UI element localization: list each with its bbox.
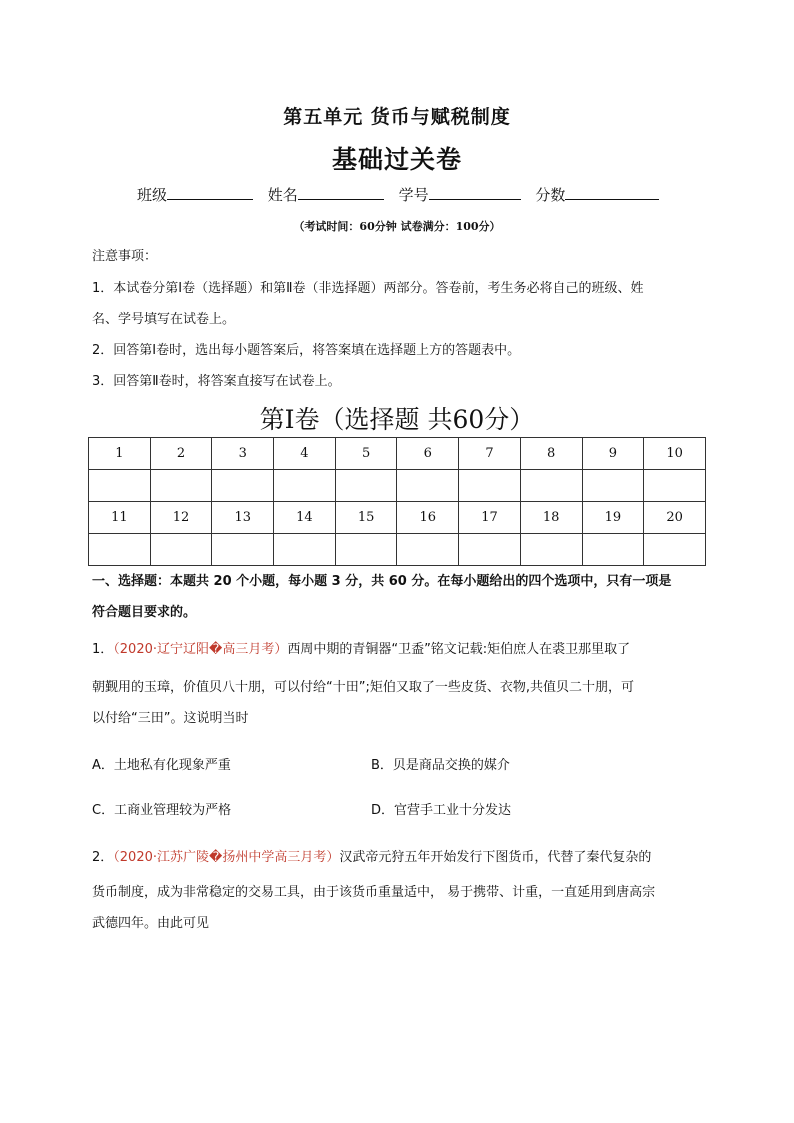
section-heading: 第Ⅰ卷（选择题 共60分） [259,405,535,434]
answer-number-cell: 9 [582,438,644,470]
answer-cell[interactable] [335,470,397,502]
answer-cell[interactable] [520,470,582,502]
answer-cell[interactable] [89,534,151,566]
exam-info: （考试时间：60分钟 试卷满分：100分） [293,220,501,233]
option-a[interactable]: A．土地私有化现象严重 [92,758,231,773]
answer-blank-row [89,534,706,566]
answer-number-cell: 4 [274,438,336,470]
question-1-line-1 [92,641,630,659]
option-b[interactable]: B．贝是商品交换的媒介 [371,758,510,773]
unit-title: 第五单元 货币与赋税制度 [283,106,511,128]
student-id-label: 学号 [398,186,429,204]
answer-number-cell: 19 [582,502,644,534]
answer-number-cell: 5 [335,438,397,470]
answer-table [88,437,706,566]
name-label: 姓名 [267,186,298,204]
option-c[interactable]: C．工商业管理较为严格 [92,803,232,818]
question-stem: 汉武帝元狩五年开始发行下图货币，代替了秦代复杂的 [339,850,652,865]
section-instruction-line-2: 符合题目要求的。 [92,605,197,620]
question-number: 2． [92,850,114,865]
answer-number-cell: 18 [520,502,582,534]
note-line-3: 2．回答第Ⅰ卷时，选出每小题答案后，将答案填在选择题上方的答题表中。 [92,343,521,358]
answer-number-row [89,502,706,534]
answer-cell[interactable] [274,534,336,566]
answer-cell[interactable] [150,534,212,566]
section-instruction-line-1: 一、选择题：本题共 20 个小题，每小题 3 分，共 60 分。在每小题给出的四个选项中，只有一项是 [92,574,672,589]
answer-blank-row [89,470,706,502]
student-id-blank[interactable] [429,184,521,200]
answer-cell[interactable] [644,470,706,502]
question-source: （2020·江苏广陵�扬州中学高三月考） [113,850,340,865]
answer-number-cell: 8 [520,438,582,470]
answer-number-cell: 1 [89,438,151,470]
paper-title: 基础过关卷 [331,145,462,174]
note-line-1: 1．本试卷分第Ⅰ卷（选择题）和第Ⅱ卷（非选择题）两部分。答卷前，考生务必将自己的班级、姓 [92,281,644,296]
note-line-4: 3．回答第Ⅱ卷时，将答案直接写在试卷上。 [92,374,341,389]
answer-cell[interactable] [644,534,706,566]
answer-cell[interactable] [89,470,151,502]
answer-cell[interactable] [150,470,212,502]
score-blank[interactable] [565,184,659,200]
score-label: 分数 [535,186,566,204]
answer-number-cell: 13 [212,502,274,534]
question-stem: 西周中期的青铜器“卫盉”铭文记载:矩伯庶人在裘卫那里取了 [287,642,631,657]
class-blank[interactable] [167,184,253,200]
student-info-fields [137,184,669,205]
answer-cell[interactable] [459,534,521,566]
answer-cell[interactable] [582,470,644,502]
answer-number-cell: 6 [397,438,459,470]
answer-cell[interactable] [212,534,274,566]
answer-number-cell: 7 [459,438,521,470]
answer-cell[interactable] [335,534,397,566]
answer-number-cell: 2 [150,438,212,470]
question-1-line-3: 以付给“三田”。这说明当时 [92,711,249,726]
answer-number-cell: 11 [89,502,151,534]
class-label: 班级 [137,186,168,204]
question-2-line-3: 武德四年。由此可见 [92,916,210,931]
answer-number-cell: 15 [335,502,397,534]
answer-number-cell: 12 [150,502,212,534]
question-number: 1． [92,642,114,657]
answer-number-cell: 20 [644,502,706,534]
answer-cell[interactable] [582,534,644,566]
answer-cell[interactable] [459,470,521,502]
question-source: （2020·辽宁辽阳�高三月考） [113,642,288,657]
note-line-2: 名、学号填写在试卷上。 [92,312,236,327]
answer-number-cell: 14 [274,502,336,534]
answer-number-cell: 17 [459,502,521,534]
question-2-line-2: 货币制度，成为非常稳定的交易工具，由于该货币重量适中， 易于携带、计重，一直延用到唐高宗 [92,885,656,900]
answer-number-row [89,438,706,470]
question-1-line-2: 朝觐用的玉璋，价值贝八十朋，可以付给“十田”;矩伯又取了一些皮货、衣物,共值贝二十朋，可 [92,680,634,695]
answer-cell[interactable] [397,470,459,502]
answer-cell[interactable] [274,470,336,502]
answer-number-cell: 16 [397,502,459,534]
name-blank[interactable] [298,184,384,200]
question-2-line-1 [92,849,651,867]
answer-cell[interactable] [212,470,274,502]
option-d[interactable]: D．官营手工业十分发达 [371,803,512,818]
answer-number-cell: 3 [212,438,274,470]
answer-cell[interactable] [520,534,582,566]
answer-number-cell: 10 [644,438,706,470]
answer-cell[interactable] [397,534,459,566]
notes-heading: 注意事项： [92,249,158,264]
